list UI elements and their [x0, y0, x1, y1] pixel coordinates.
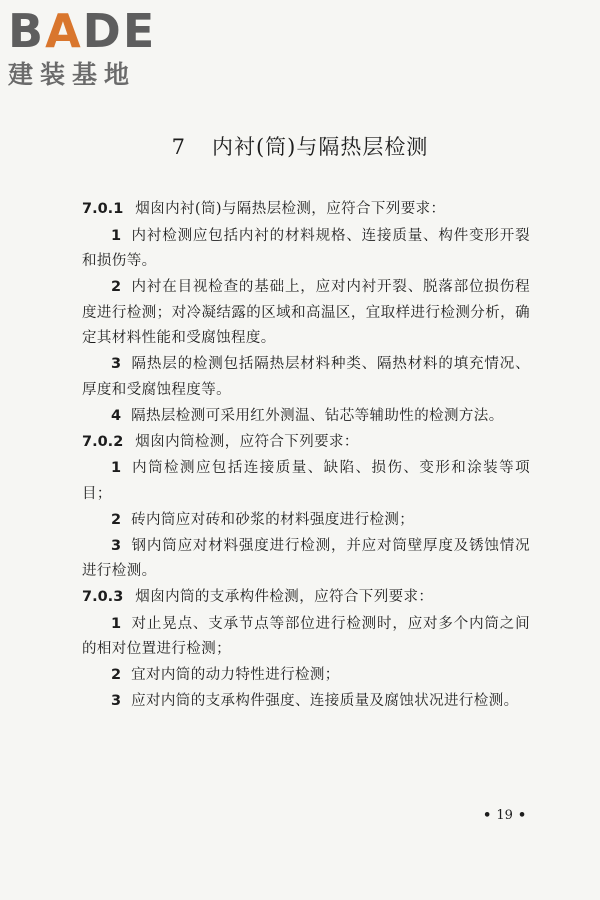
logo-letter-a: A: [45, 4, 83, 58]
item-text: 隔热层的检测包括隔热层材料种类、隔热材料的填充情况、厚度和受腐蚀程度等。: [82, 356, 530, 398]
item-number: 3: [111, 356, 122, 372]
clause-number: 7.0.3: [82, 589, 124, 605]
page-bullet-left: •: [483, 808, 492, 823]
item-number: 1: [111, 227, 122, 244]
item-number: 3: [111, 693, 122, 709]
item-number: 2: [111, 511, 122, 528]
item-text: 应对内筒的支承构件强度、连接质量及腐蚀状况进行检测。: [131, 693, 519, 709]
item-text: 钢内筒应对材料强度进行检测，并应对筒壁厚度及锈蚀情况进行检测。: [82, 537, 530, 579]
logo: [8, 4, 178, 92]
clause-7-0-1: [82, 197, 530, 223]
clause-7-0-2: [82, 430, 530, 456]
item-number: 4: [111, 407, 122, 424]
chapter-title-text: 内衬(筒)与隔热层检测: [211, 135, 429, 160]
document-body: [82, 197, 530, 715]
item-text: 内衬在目视检查的基础上，应对内衬开裂、脱落部位损伤程度进行检测；对冷凝结露的区域和高温区，宜取样进行检测分析，确定其材料性能和受腐蚀程度。: [82, 279, 530, 346]
item-number: 1: [111, 615, 122, 632]
page-number: [478, 807, 531, 825]
chapter-title: [0, 132, 600, 162]
item-text: 内衬检测应包括内衬的材料规格、连接质量、构件变形开裂和损伤等。: [82, 227, 530, 269]
list-item: [82, 663, 530, 689]
list-item: [82, 612, 530, 663]
list-item: [82, 404, 530, 430]
logo-subtitle: 建装基地: [8, 60, 137, 89]
item-text: 隔热层检测可采用红外测温、钻芯等辅助性的检测方法。: [131, 407, 504, 424]
list-item: [82, 456, 530, 507]
item-number: 3: [111, 537, 122, 554]
list-item: [82, 275, 530, 352]
clause-text: 烟囱内衬(筒)与隔热层检测，应符合下列要求：: [135, 201, 446, 217]
item-number: 1: [111, 460, 122, 476]
page-number-value: 19: [496, 808, 513, 823]
clause-number: 7.0.1: [82, 201, 124, 217]
clause-text: 烟囱内筒的支承构件检测，应符合下列要求：: [135, 589, 434, 605]
item-text: 内筒检测应包括连接质量、缺陷、损伤、变形和涂装等项目；: [82, 460, 530, 502]
clause-number: 7.0.2: [82, 433, 124, 450]
item-text: 对止晃点、支承节点等部位进行检测时，应对多个内筒之间的相对位置进行检测；: [82, 615, 530, 657]
clause-text: 烟囱内筒检测，应符合下列要求：: [135, 433, 359, 450]
list-item: [82, 534, 530, 585]
logo-letter-b: B: [8, 4, 46, 58]
chapter-number: 7: [171, 135, 186, 160]
logo-letters-de: DE: [82, 4, 157, 58]
item-text: 砖内筒应对砖和砂浆的材料强度进行检测；: [131, 511, 415, 528]
item-number: 2: [111, 279, 122, 295]
page-bullet-right: •: [517, 808, 527, 823]
item-text: 宜对内筒的动力特性进行检测；: [131, 667, 340, 683]
list-item: [82, 689, 530, 715]
clause-7-0-3: [82, 585, 530, 611]
list-item: [82, 224, 530, 275]
logo-wordmark: [8, 4, 178, 58]
item-number: 2: [111, 667, 122, 683]
list-item: [82, 508, 530, 534]
list-item: [82, 352, 530, 403]
